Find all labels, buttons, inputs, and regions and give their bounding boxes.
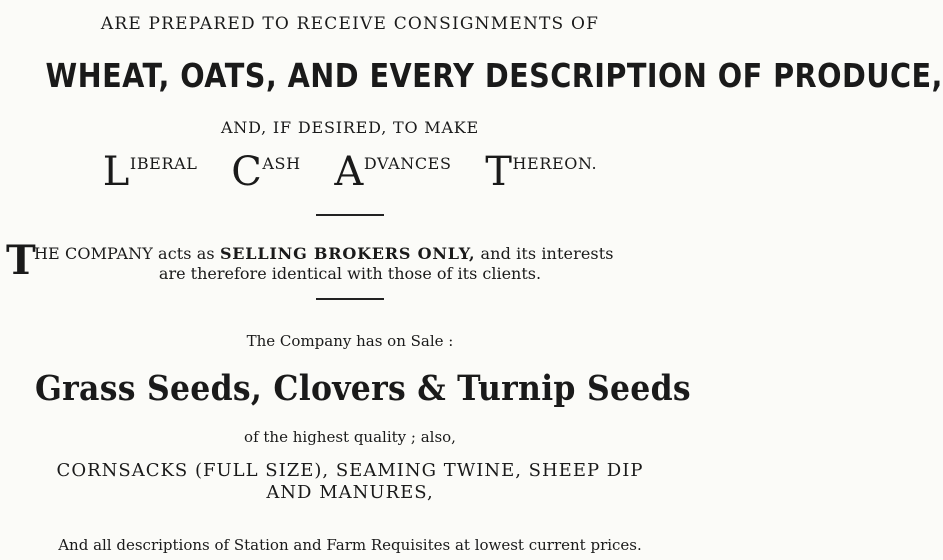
requisites-footer: And all descriptions of Station and Farm Requisites at lowest current prices.: [58, 536, 642, 554]
paragraph-line-1: HE COMPANY acts as SELLING BROKERS ONLY, and its interests: [34, 244, 614, 263]
word-liberal: LIBERAL: [102, 149, 198, 195]
goods-line-2: AND MANURES,: [266, 482, 434, 503]
goods-line-1: CORNSACKS (FULL SIZE), SEAMING TWINE, SHEEP DIP: [56, 460, 644, 481]
seeds-headline: Grass Seeds, Clovers & Turnip Seeds: [35, 368, 691, 409]
intro-line: ARE PREPARED TO RECEIVE CONSIGNMENTS OF: [100, 14, 600, 34]
headline-produce: WHEAT, OATS, AND EVERY DESCRIPTION OF PRODUCE,: [45, 56, 943, 95]
paragraph-line-2: are therefore identical with those of its clients.: [158, 264, 542, 283]
on-sale-line: The Company has on Sale :: [246, 332, 454, 350]
divider-rule: [316, 298, 384, 300]
drop-cap: T: [6, 237, 36, 284]
word-thereon: THEREON.: [485, 149, 598, 195]
quality-line: of the highest quality ; also,: [244, 428, 456, 446]
word-advances: ADVANCES: [334, 149, 452, 195]
divider-rule: [316, 214, 384, 216]
liberal-cash-advances-line: [0, 149, 700, 195]
word-cash: CASH: [231, 149, 301, 195]
desired-line: AND, IF DESIRED, TO MAKE: [220, 118, 480, 137]
